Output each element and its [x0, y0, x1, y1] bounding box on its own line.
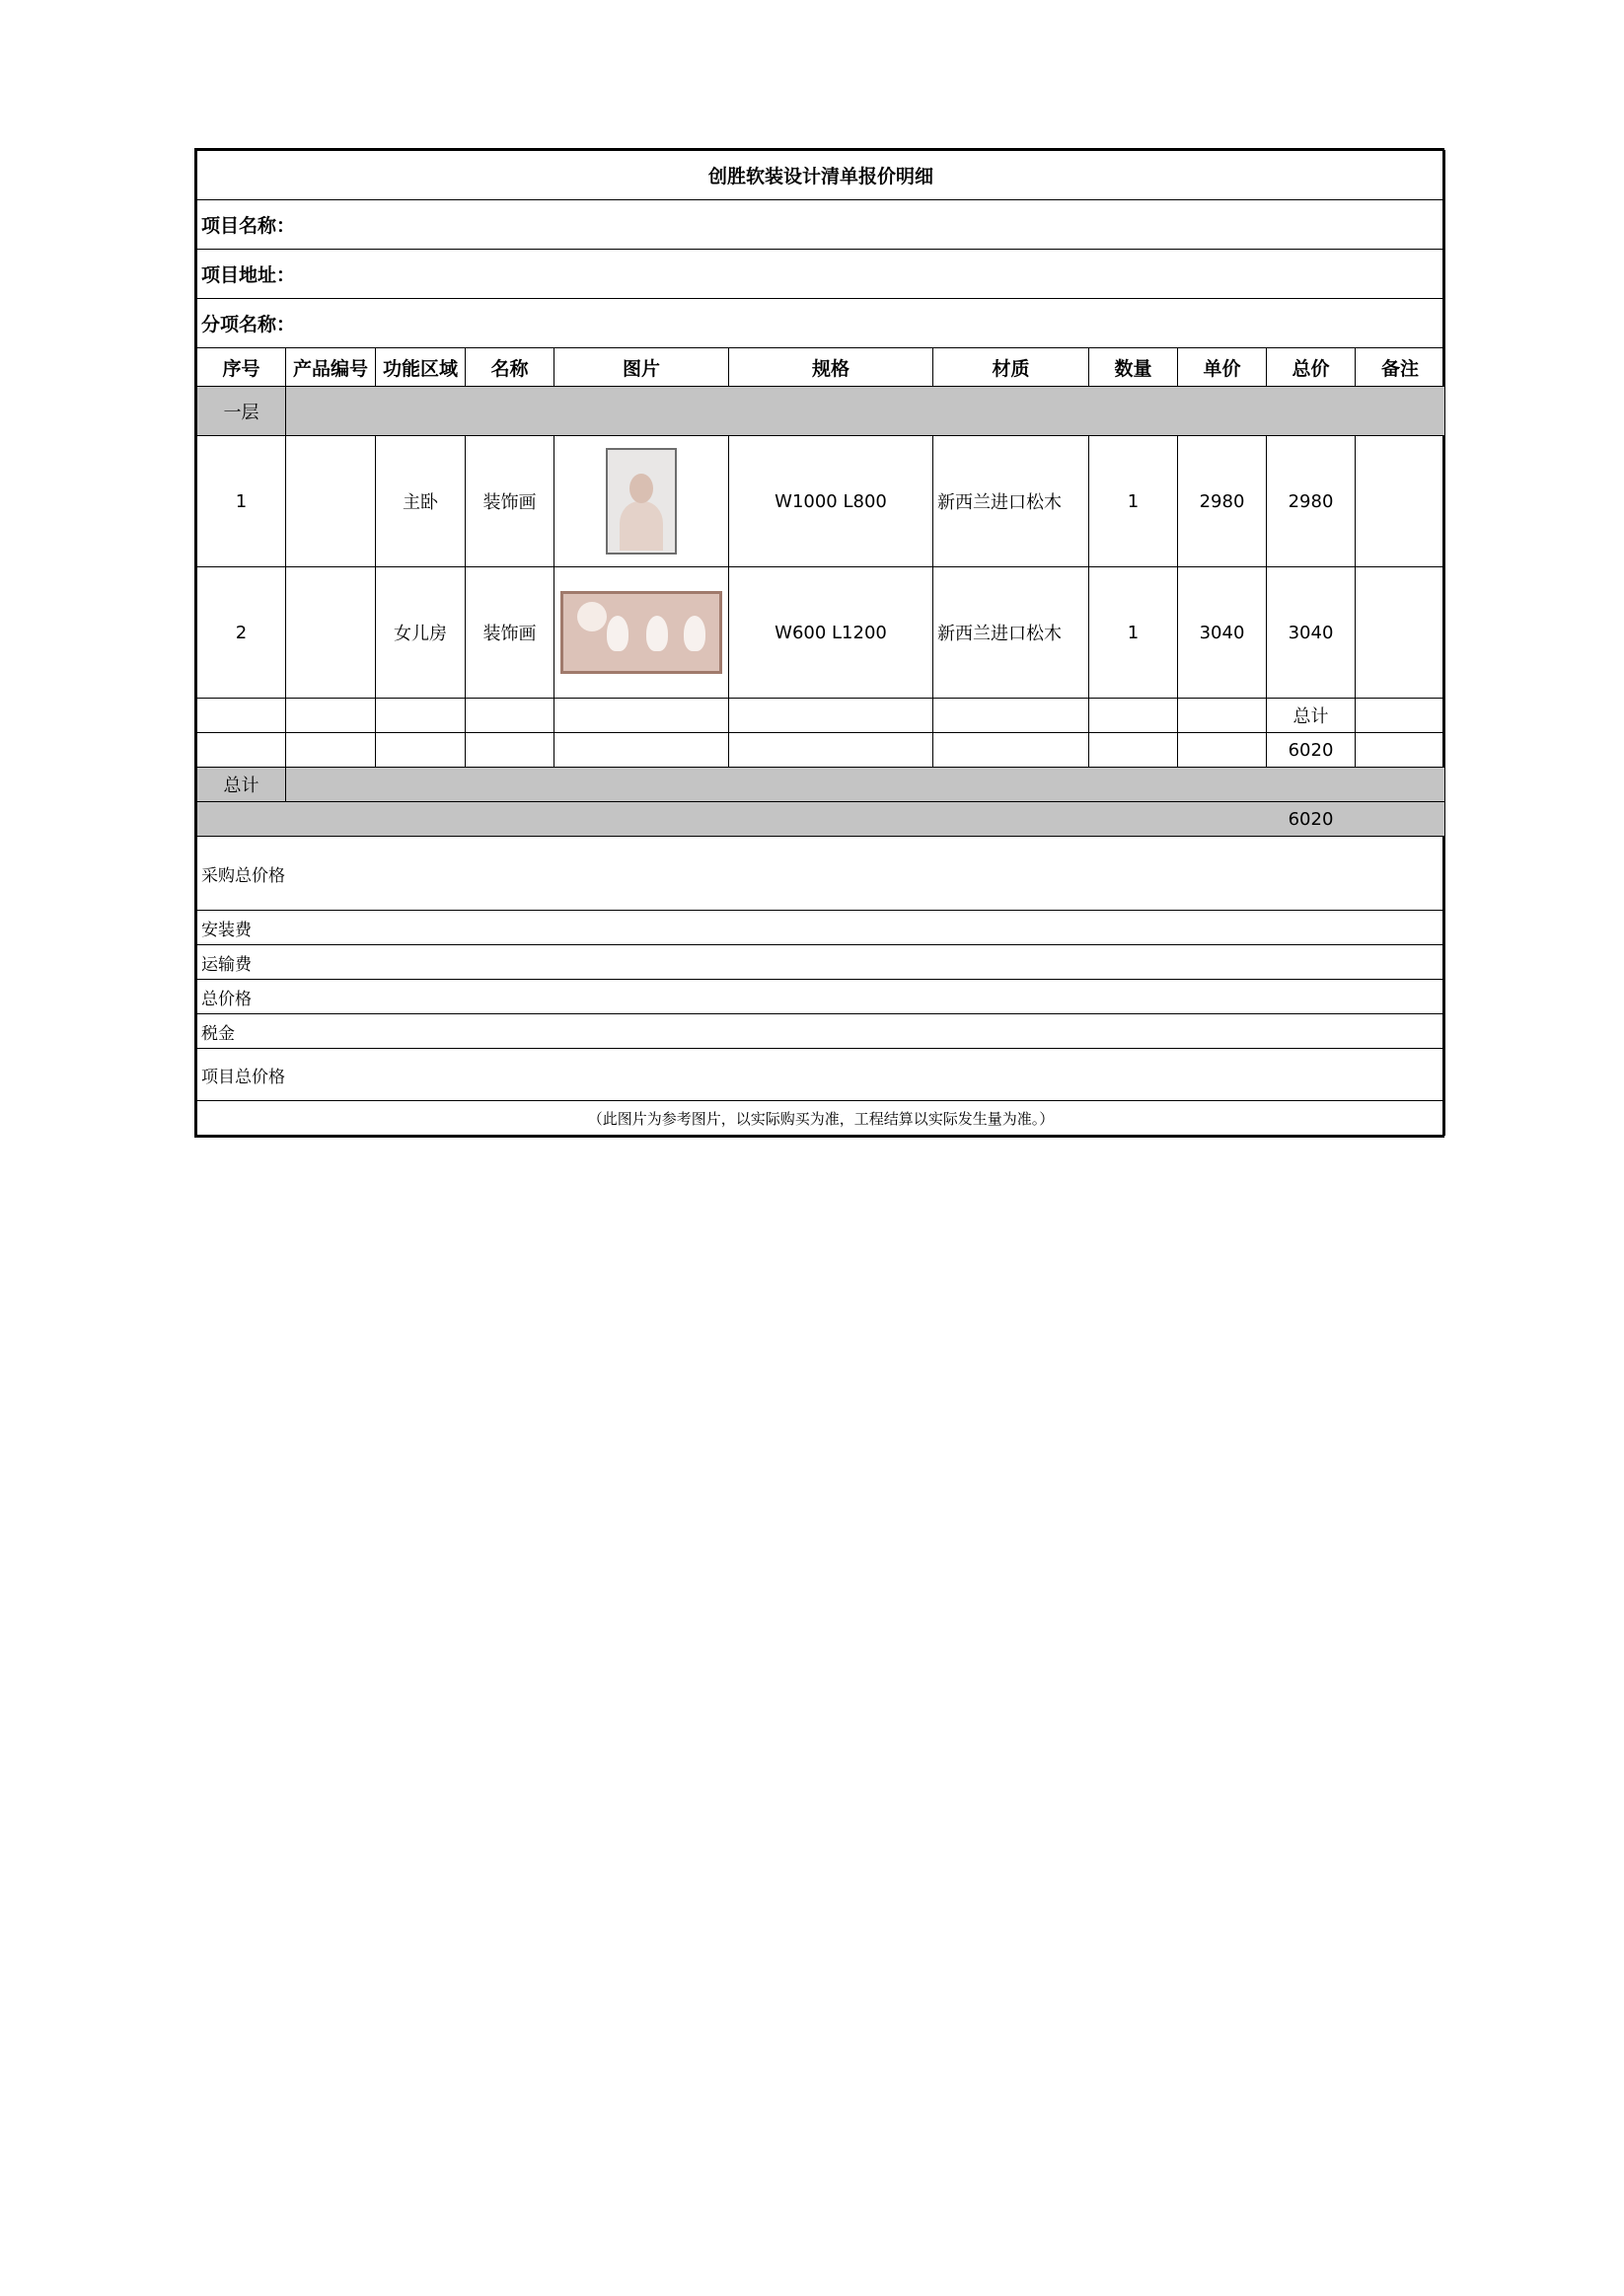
cell-qty: 1 — [1089, 436, 1178, 567]
cell-qty: 1 — [1089, 567, 1178, 699]
cell-name: 装饰画 — [466, 436, 554, 567]
column-header: 序号 — [197, 348, 286, 387]
cell-area: 主卧 — [376, 436, 466, 567]
fee-row — [197, 945, 1445, 980]
section-row — [197, 387, 1445, 436]
cell-unit-price: 3040 — [1178, 567, 1267, 699]
installation-fee-label: 安装费 — [197, 911, 1445, 945]
column-header: 材质 — [933, 348, 1089, 387]
section-fill — [286, 387, 1445, 436]
fee-row — [197, 911, 1445, 945]
ballet-dancers-painting-image — [560, 591, 722, 674]
project-address-label: 项目地址： — [197, 250, 1445, 299]
cell-material: 新西兰进口松木 — [933, 567, 1089, 699]
footnote-row — [197, 1101, 1445, 1136]
footnote: （此图片为参考图片，以实际购买为准，工程结算以实际发生量为准。） — [197, 1101, 1445, 1136]
column-header: 图片 — [554, 348, 729, 387]
column-header-row — [197, 348, 1445, 387]
sub-item-name-label: 分项名称： — [197, 299, 1445, 348]
column-header: 数量 — [1089, 348, 1178, 387]
grand-total-label: 总计 — [197, 768, 286, 802]
transport-fee-label: 运输费 — [197, 945, 1445, 980]
cell-no: 1 — [197, 436, 286, 567]
table-row — [197, 567, 1445, 699]
column-header: 单价 — [1178, 348, 1267, 387]
subtotal-value-row — [197, 733, 1445, 768]
purchase-total-label: 采购总价格 — [197, 837, 1445, 911]
fee-row — [197, 1049, 1445, 1101]
column-header: 功能区域 — [376, 348, 466, 387]
cell-area: 女儿房 — [376, 567, 466, 699]
total-price-label: 总价格 — [197, 980, 1445, 1014]
fee-row — [197, 837, 1445, 911]
subtotal-value: 6020 — [1267, 733, 1356, 768]
project-name-label: 项目名称： — [197, 200, 1445, 250]
grand-total-value-row — [197, 802, 1445, 837]
cell-image — [554, 567, 729, 699]
fee-row — [197, 980, 1445, 1014]
grand-total-value: 6020 — [1267, 802, 1356, 837]
column-header: 规格 — [729, 348, 933, 387]
cell-remark — [1356, 567, 1445, 699]
cell-code — [286, 567, 376, 699]
tax-label: 税金 — [197, 1014, 1445, 1049]
section-label: 一层 — [197, 387, 286, 436]
cell-code — [286, 436, 376, 567]
grand-total-label-row — [197, 768, 1445, 802]
page-title: 创胜软装设计清单报价明细 — [197, 151, 1445, 200]
cell-image — [554, 436, 729, 567]
cell-total: 2980 — [1267, 436, 1356, 567]
fee-row — [197, 1014, 1445, 1049]
quotation-table — [196, 150, 1445, 1136]
portrait-painting-image — [606, 448, 677, 555]
cell-name: 装饰画 — [466, 567, 554, 699]
column-header: 总价 — [1267, 348, 1356, 387]
cell-remark — [1356, 436, 1445, 567]
project-total-label: 项目总价格 — [197, 1049, 1445, 1101]
cell-no: 2 — [197, 567, 286, 699]
cell-spec: W600 L1200 — [729, 567, 933, 699]
subtotal-label-row — [197, 699, 1445, 733]
cell-material: 新西兰进口松木 — [933, 436, 1089, 567]
quotation-sheet — [194, 148, 1444, 1138]
column-header: 备注 — [1356, 348, 1445, 387]
cell-unit-price: 2980 — [1178, 436, 1267, 567]
column-header: 产品编号 — [286, 348, 376, 387]
subtotal-label: 总计 — [1267, 699, 1356, 733]
table-row — [197, 436, 1445, 567]
cell-spec: W1000 L800 — [729, 436, 933, 567]
column-header: 名称 — [466, 348, 554, 387]
cell-total: 3040 — [1267, 567, 1356, 699]
